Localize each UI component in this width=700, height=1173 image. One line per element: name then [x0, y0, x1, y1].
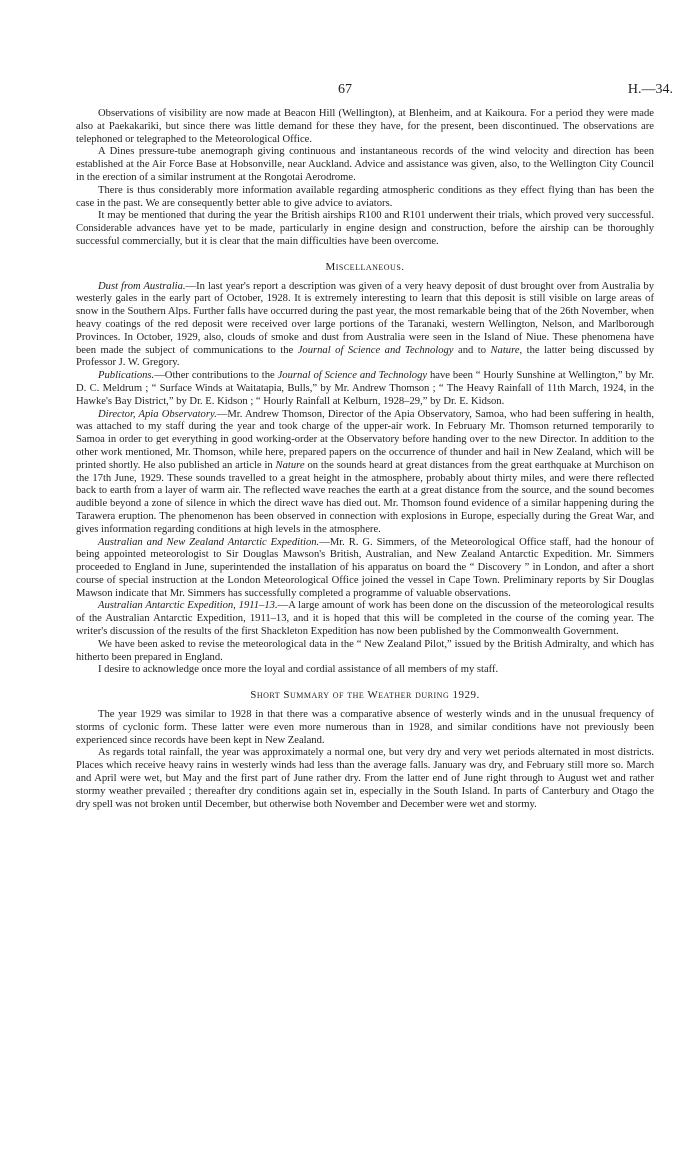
paragraph-admiralty: We have been asked to revise the meteorological data in the “ New Zealand Pilot,” issued by the British Admiralty, and which has hitherto been prepared in England. — [76, 638, 654, 663]
paragraph-dust: Dust from Australia.—In last year's report a description was given of a very heavy deposit of dust brought over from Australia by westerly gales in the early part of October, 1928. It is extremely interesting to learn that this deposit is still visible on large areas of snow in the Southern Alps. Further falls have occurred during the past year, the most remarkable being that of the 26th November, when heavy coatings of the red deposit were received over large portions of the Taranaki, western Wellington, Nelson, and Marlborough Provinces. In October, 1929, also, clouds of smoke and dust from Australia were seen in the Island of Niue. These phenomena have been made the subject of communications to the Journal of Science and Technology and to Nature, the latter being discussed by Professor J. W. Gregory. — [76, 280, 655, 369]
heading-weather-summary: Short Summary of the Weather during 1929. — [250, 689, 480, 702]
paragraph-visibility: Observations of visibility are now made at Beacon Hill (Wellington), at Blenheim, and at Kaikoura. For a period they were made also at Paekakariki, but since there was little demand for these they have, for the present, been discontinued. The observations are telephoned or telegraphed to the Meteorological Office. — [76, 108, 654, 145]
paragraph-summary-2: As regards total rainfall, the year was approximately a normal one, but very dry and very wet periods alternated in most districts. Places which receive heavy rains in westerly winds had less than the average falls. January was dry, and February still more so. March and April were wet, but May and the first part of June rather dry. From the latter end of June right through to August wet and rather stormy weather prevailed ; thereafter dry conditions again set in, especially in the South Island. In parts of Canterbury and Otago the dry spell was not broken until December, but otherwise both November and December were wet and stormy. — [76, 747, 654, 810]
page-header — [0, 82, 700, 102]
paragraph-publications: Publications.—Other contributions to the Journal of Science and Technology have been “ Hourly Sunshine at Wellington,” by Mr. D. C. Meldrum ; “ Surface Winds at Waitatapia, Bulls,” by Mr. Andrew Thomson ; “ The Heavy Rainfall of 11th March, 1924, in the Hawke's Bay District,” by Dr. E. Kidson ; “ Hourly Rainfall at Kelburn, 1928–29,” by Dr. E. Kidson. — [76, 370, 654, 407]
paragraph-airships: It may be mentioned that during the year the British airships R100 and R101 underwent their trials, which proved very successful. Considerable advances have yet to be made, particularly in engine design and construction, before the airship can be thoroughly successful commercially, but it is clear that the main difficulties have been overcome. — [76, 210, 654, 247]
heading-miscellaneous: Miscellaneous. — [325, 260, 405, 273]
lead-publications: Publications. — [98, 370, 155, 382]
paragraph-anemograph: A Dines pressure-tube anemograph giving continuous and instantaneous records of the wind velocity and direction has been established at the Air Force Base at Hobsonville, near Auckland. Advice and assistance was given, also, to the Wellington City Council in the erection of a similar instrument at the Rongotai Aerodrome. — [76, 146, 654, 183]
paragraph-summary-1: The year 1929 was similar to 1928 in that there was a comparative absence of westerly winds and in the unusual frequency of storms of cyclonic form. These latter were even more numerous than in 1928, and similar conditions have not previously been experienced since records have been kept in New Zealand. — [76, 709, 654, 746]
lead-antarctic-au: Australian Antarctic Expedition, 1911–13. — [98, 600, 278, 612]
lead-dust: Dust from Australia. — [98, 280, 186, 292]
page-number: 67 — [338, 82, 352, 97]
lead-director: Director, Apia Observatory. — [98, 408, 217, 420]
paragraph-aviation-info: There is thus considerably more information available regarding atmospheric conditions as they effect flying than has been the case in the past. We are consequently better able to give advice to aviators. — [76, 184, 654, 209]
paragraph-antarctic-nz: Australian and New Zealand Antarctic Expedition.—Mr. R. G. Simmers, of the Meteorological Office staff, had the honour of being appointed meteorologist to Sir Douglas Mawson's British, Australian, and New Zealand Antarctic Expedition. Mr. Simmers proceeded to England in June, superintended the installation of his apparatus on board the “ Discovery ” in London, and after a short course of special instruction at the London Meteorological Office joined the vessel in Cape Town. Preliminary reports by Sir Douglas Mawson indicate that Mr. Simmers has successfully completed a programme of valuable observations. — [76, 536, 654, 599]
lead-antarctic-nz: Australian and New Zealand Antarctic Expedition. — [98, 536, 320, 548]
section-code: H.—34. — [627, 82, 673, 97]
paragraph-acknowledge: I desire to acknowledge once more the loyal and cordial assistance of all members of my staff. — [98, 664, 499, 676]
body-text — [76, 108, 654, 811]
paragraph-antarctic-au: Australian Antarctic Expedition, 1911–13.—A large amount of work has been done on the discussion of the meteorological results of the Australian Antarctic Expedition, 1911–13, and it is hoped that this will be completed in the course of the coming year. The writer's discussion of the results of the first Shackleton Expedition has now been published by the Commonwealth Government. — [76, 600, 654, 638]
paragraph-director: Director, Apia Observatory.—Mr. Andrew Thomson, Director of the Apia Observatory, Samoa, who had been suffering in health, was attached to my staff during the year and took charge of the upper-air work. In February Mr. Thomson returned temporarily to Samoa in order to get everything in good working-order at the Observatory before handing over to the new Director. In addition to the other work mentioned, Mr. Thomson, while here, prepared papers on the occurrence of thunder and hail in New Zealand, which will be printed shortly. He also published an article in Nature on the sounds heard at great distances from the great earthquake at Murchison on the 17th June, 1929. These sounds travelled to a great height in the atmosphere, probably about thirty miles, and were there reflected back to earth from a layer of warm air. The reflected wave reaches the earth at a great distance from the source, and the sound becomes audible beyond a zone of silence in which the direct wave has died out. Mr. Thomson found evidence of a similar happening during the Tarawera eruption. The phenomenon has been observed in connection with explosions in Europe, especially during the Great War, and gives information regarding conditions at high levels in the atmosphere. — [76, 408, 654, 535]
